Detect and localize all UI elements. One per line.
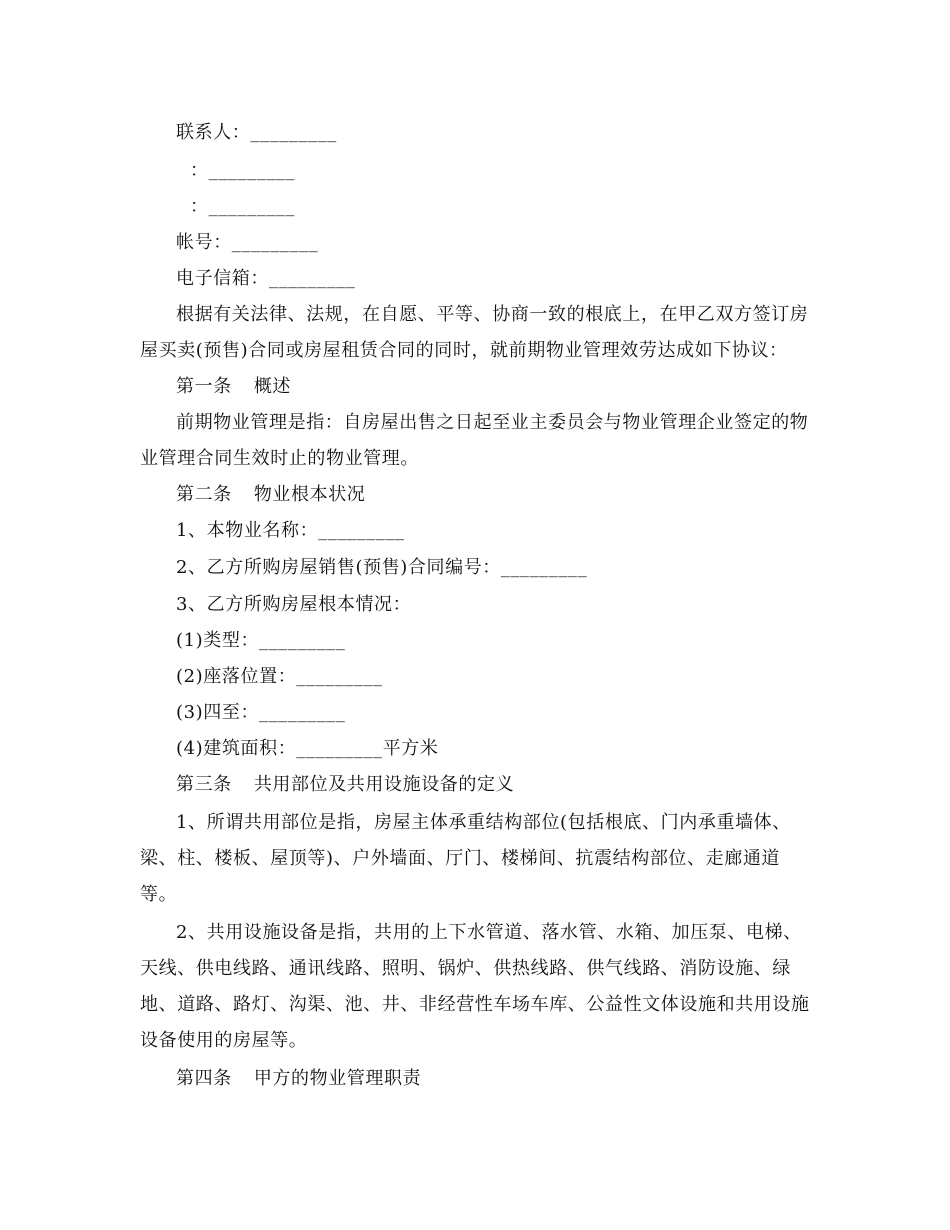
common-facilities-definition-line-1: 2、共用设施设备是指，共用的上下水管道、落水管、水箱、加压泵、电梯、 (176, 922, 802, 943)
article-1-paragraph-line-1: 前期物业管理是指：自房屋出售之日起至业主委员会与物业管理企业签定的物 (176, 412, 809, 433)
intro-paragraph-line-2: 屋买卖(预售)合同或房屋租赁合同的同时，就前期物业管理效劳达成如下协议： (140, 340, 788, 361)
article-3-title: 共用部位及共用设施设备的定义 (253, 774, 515, 795)
article-4-title: 甲方的物业管理职责 (253, 1068, 422, 1089)
contact-field: 联系人：_________ (176, 122, 337, 143)
article-1-number: 第一条 (176, 376, 232, 397)
common-facilities-definition-line-4: 设备使用的房屋等。 (140, 1030, 308, 1051)
property-name-field: 1、本物业名称：_________ (176, 520, 405, 541)
contract-number-field: 2、乙方所购房屋销售(预售)合同编号：_________ (176, 557, 588, 578)
house-boundaries-field: (3)四至：_________ (176, 702, 346, 723)
unnamed-field-2: ：_________ (190, 196, 295, 217)
building-area-field: (4)建筑面积：_________平方米 (176, 738, 439, 759)
article-3-number: 第三条 (176, 774, 232, 795)
common-parts-definition-line-1: 1、所谓共用部位是指，房屋主体承重结构部位(包括根底、门内承重墙体、 (176, 812, 791, 833)
article-2-heading (176, 483, 365, 507)
article-2-number: 第二条 (176, 484, 232, 505)
common-parts-definition-line-3: 等。 (140, 884, 178, 905)
article-4-heading (176, 1067, 421, 1091)
unnamed-field-1: ：_________ (190, 160, 295, 181)
article-1-title: 概述 (253, 376, 292, 397)
email-field: 电子信箱：_________ (176, 268, 356, 289)
house-basic-info-label: 3、乙方所购房屋根本情况： (176, 594, 412, 615)
article-2-title: 物业根本状况 (253, 484, 366, 505)
common-parts-definition-line-2: 梁、柱、楼板、屋顶等)、户外墙面、厅门、楼梯间、抗震结构部位、走廊通道 (140, 848, 781, 869)
common-facilities-definition-line-3: 地、道路、路灯、沟渠、池、井、非经营性车场车库、公益性文体设施和共用设施 (140, 994, 810, 1015)
account-field: 帐号：_________ (176, 232, 319, 253)
common-facilities-definition-line-2: 天线、供电线路、通讯线路、照明、锅炉、供热线路、供气线路、消防设施、绿 (140, 958, 791, 979)
article-1-paragraph-line-2: 业管理合同生效时止的物业管理。 (140, 448, 419, 469)
house-type-field: (1)类型：_________ (176, 630, 346, 651)
house-location-field: (2)座落位置：_________ (176, 666, 383, 687)
article-3-heading (176, 773, 514, 797)
article-4-number: 第四条 (176, 1068, 232, 1089)
article-1-heading (176, 375, 291, 399)
intro-paragraph-line-1: 根据有关法律、法规，在自愿、平等、协商一致的根底上，在甲乙双方签订房 (176, 304, 809, 325)
